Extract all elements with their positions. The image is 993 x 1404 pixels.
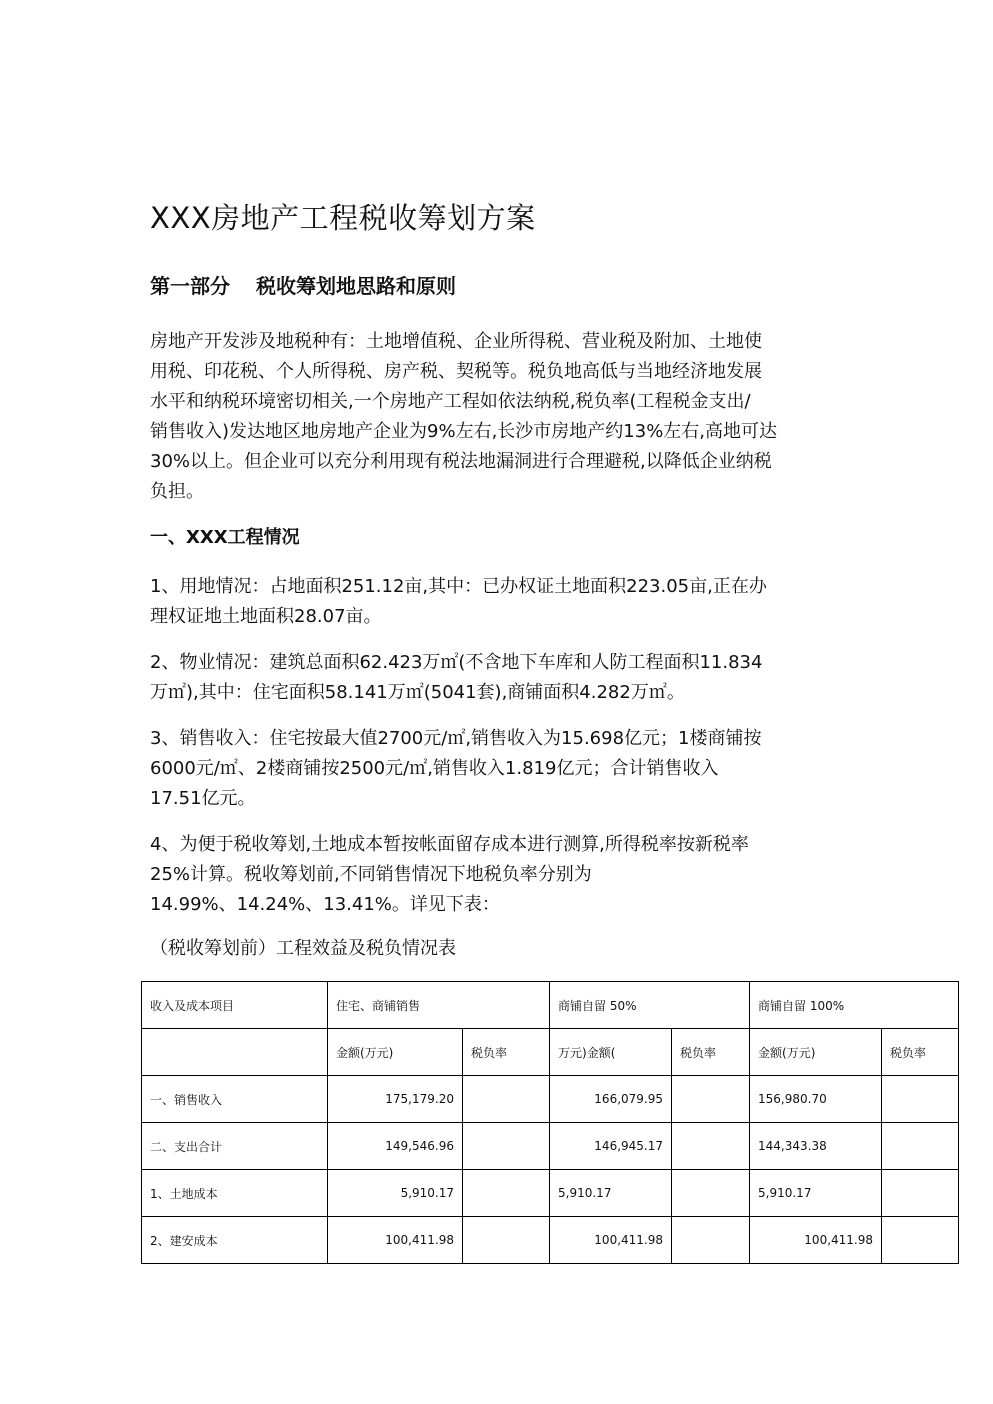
rate-cell xyxy=(882,1076,959,1123)
text-line: 水平和纳税环境密切相关,一个房地产工程如依法纳税,税负率(工程税金支出/ xyxy=(150,391,751,412)
part-heading-text: 税收筹划地思路和原则 xyxy=(256,274,456,298)
table-subheader-row xyxy=(142,1029,959,1076)
header-cell: 住宅、商铺销售 xyxy=(328,982,550,1029)
part-heading xyxy=(150,270,456,302)
subheader-cell: 金额(万元) xyxy=(328,1029,463,1076)
text-line: 销售收入)发达地区地房地产企业为9%左右,长沙市房地产约13%左右,高地可达 xyxy=(150,421,778,442)
table-row xyxy=(142,1170,959,1217)
amount-cell: 156,980.70 xyxy=(750,1076,882,1123)
row-label: 1、土地成本 xyxy=(142,1170,328,1217)
amount-cell: 100,411.98 xyxy=(550,1217,672,1264)
subheader-cell: 税负率 xyxy=(672,1029,750,1076)
text-line: 房地产开发涉及地税种有：土地增值税、企业所得税、营业税及附加、土地使 xyxy=(150,331,762,352)
amount-cell: 5,910.17 xyxy=(750,1170,882,1217)
rate-cell xyxy=(463,1170,550,1217)
amount-cell: 149,546.96 xyxy=(328,1123,463,1170)
rate-cell xyxy=(882,1217,959,1264)
table-header-row xyxy=(142,982,959,1029)
amount-cell: 166,079.95 xyxy=(550,1076,672,1123)
part-heading-label: 第一部分 xyxy=(150,274,230,298)
rate-cell xyxy=(463,1123,550,1170)
text-line: 2、物业情况：建筑总面积62.423万㎡(不含地下车库和人防工程面积11.834 xyxy=(150,652,763,673)
text-line: 4、为便于税收筹划,土地成本暂按帐面留存成本进行测算,所得税率按新税率 xyxy=(150,834,749,855)
text-line: 1、用地情况：占地面积251.12亩,其中：已办权证土地面积223.05亩,正在办 xyxy=(150,576,767,597)
amount-cell: 5,910.17 xyxy=(328,1170,463,1217)
text-line: 25%计算。税收筹划前,不同销售情况下地税负率分别为 xyxy=(150,864,592,885)
text-line: 6000元/㎡、2楼商铺按2500元/㎡,销售收入1.819亿元；合计销售收入 xyxy=(150,758,719,779)
subheader-cell: 金额(万元) xyxy=(750,1029,882,1076)
amount-cell: 100,411.98 xyxy=(750,1217,882,1264)
rate-cell xyxy=(463,1217,550,1264)
table-row xyxy=(142,1123,959,1170)
amount-cell: 144,343.38 xyxy=(750,1123,882,1170)
text-line: 用税、印花税、个人所得税、房产税、契税等。税负地高低与当地经济地发展 xyxy=(150,361,762,382)
tax-burden-table xyxy=(141,981,959,1264)
document-title: XXX房地产工程税收筹划方案 xyxy=(150,201,536,235)
subheader-cell: 万元)金额( xyxy=(550,1029,672,1076)
amount-cell: 5,910.17 xyxy=(550,1170,672,1217)
intro-paragraph xyxy=(150,327,777,507)
item-property xyxy=(150,648,762,708)
item-sales-income xyxy=(150,724,761,814)
rate-cell xyxy=(463,1076,550,1123)
text-line: 30%以上。但企业可以充分利用现有税法地漏洞进行合理避税,以降低企业纳税 xyxy=(150,451,772,472)
amount-cell: 146,945.17 xyxy=(550,1123,672,1170)
row-label: 2、建安成本 xyxy=(142,1217,328,1264)
subheader-cell: 税负率 xyxy=(463,1029,550,1076)
section-heading: 一、XXX工程情况 xyxy=(150,527,300,548)
header-cell: 商铺自留 100% xyxy=(750,982,959,1029)
rate-cell xyxy=(672,1217,750,1264)
row-label: 二、支出合计 xyxy=(142,1123,328,1170)
rate-cell xyxy=(672,1076,750,1123)
text-line: 14.99%、14.24%、13.41%。详见下表： xyxy=(150,894,500,915)
subheader-cell: 税负率 xyxy=(882,1029,959,1076)
table-row xyxy=(142,1217,959,1264)
text-line: 理权证地土地面积28.07亩。 xyxy=(150,606,382,627)
text-line: 负担。 xyxy=(150,481,204,502)
item-tax-planning xyxy=(150,830,749,920)
table-caption: （税收筹划前）工程效益及税负情况表 xyxy=(150,938,456,959)
rate-cell xyxy=(882,1170,959,1217)
row-label: 一、销售收入 xyxy=(142,1076,328,1123)
text-line: 17.51亿元。 xyxy=(150,788,256,809)
rate-cell xyxy=(672,1123,750,1170)
empty-cell xyxy=(142,1029,328,1076)
header-cell: 收入及成本项目 xyxy=(142,982,328,1029)
amount-cell: 100,411.98 xyxy=(328,1217,463,1264)
rate-cell xyxy=(672,1170,750,1217)
text-line: 3、销售收入：住宅按最大值2700元/㎡,销售收入为15.698亿元；1楼商铺按 xyxy=(150,728,762,749)
rate-cell xyxy=(882,1123,959,1170)
header-cell: 商铺自留 50% xyxy=(550,982,750,1029)
item-land xyxy=(150,572,767,632)
amount-cell: 175,179.20 xyxy=(328,1076,463,1123)
table-row xyxy=(142,1076,959,1123)
text-line: 万㎡),其中：住宅面积58.141万㎡(5041套),商铺面积4.282万㎡。 xyxy=(150,682,685,703)
